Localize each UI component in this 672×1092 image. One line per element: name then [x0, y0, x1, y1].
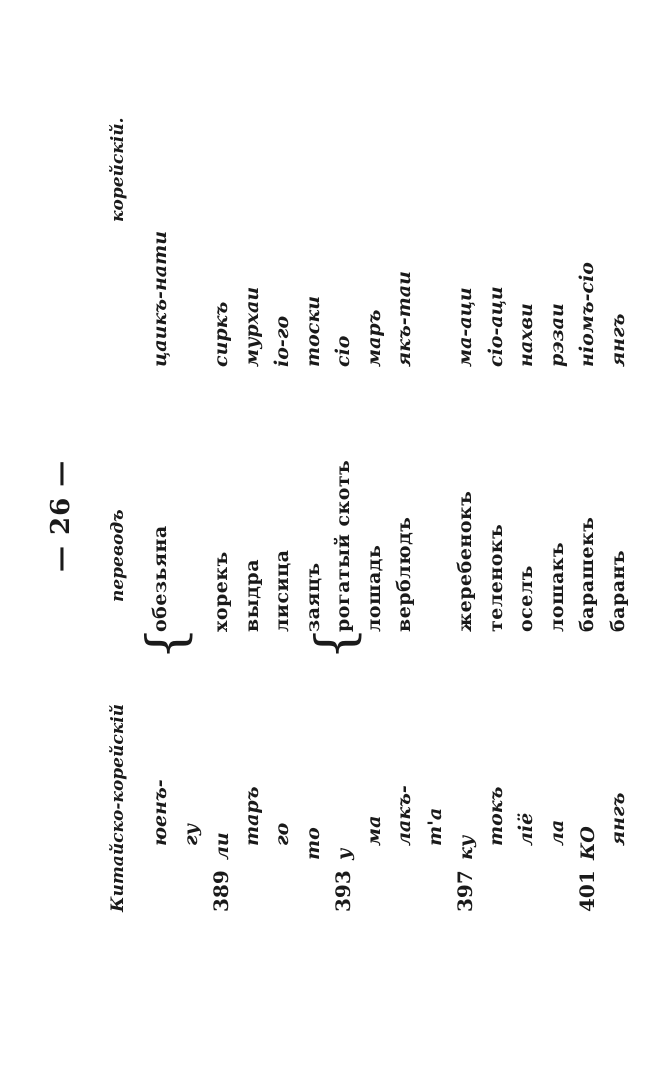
korean-word: [176, 231, 207, 367]
chinese-korean-word: гу: [179, 823, 202, 846]
translation-word: баранъ: [606, 549, 629, 632]
translation-word: лошадь: [362, 544, 385, 632]
header-chinese-korean: Китайско-корейскій: [108, 703, 128, 912]
row-chinese-korean: [511, 779, 542, 912]
row-chinese-korean: [237, 779, 268, 912]
entry-number: 397: [453, 870, 477, 912]
translation-word: заяцъ: [301, 562, 324, 632]
chinese-korean-word: юенъ-: [149, 779, 171, 846]
row-chinese-korean: [420, 779, 451, 912]
translation-word: хорекъ: [210, 551, 232, 632]
row-chinese-korean: [481, 779, 512, 912]
korean-word: нахви: [515, 303, 537, 367]
korean-word: янгъ: [606, 313, 629, 367]
chinese-korean-word: го: [271, 822, 293, 846]
chinese-korean-word: таръ: [240, 786, 263, 846]
korean-word: якъ-таи: [393, 271, 415, 367]
translation-word: лошакъ: [545, 541, 568, 632]
row-chinese-korean: [206, 779, 237, 912]
chinese-korean-word: ли: [211, 832, 233, 860]
chinese-korean-word: токъ: [484, 786, 507, 846]
translation-word: выдра: [240, 558, 263, 632]
row-chinese-korean: [389, 779, 420, 912]
page-number: — 26 —: [46, 459, 76, 572]
row-chinese-korean: [298, 779, 329, 912]
korean-word: іо-го: [271, 315, 293, 367]
chinese-korean-word: ма: [362, 815, 385, 846]
translation-word: оселъ: [515, 565, 537, 632]
korean-word: сіо-аци: [484, 286, 507, 367]
chinese-korean-word: янгъ: [606, 792, 629, 846]
korean-word: сіо: [332, 335, 354, 367]
translation-word: [420, 460, 451, 632]
row-chinese-korean: [450, 779, 481, 912]
row-chinese-korean: [145, 779, 176, 912]
translation-word: барашекъ: [576, 516, 598, 632]
translation-word: теленокъ: [484, 523, 507, 632]
translation-word: жеребенокъ: [454, 490, 476, 632]
translation-word: обезьяна: [149, 525, 171, 632]
korean-word: [420, 231, 451, 367]
entry-number: 389: [209, 870, 233, 912]
chinese-korean-word: то: [301, 827, 324, 860]
translation-word: лисица: [271, 549, 293, 632]
entry-number: 393: [331, 870, 355, 912]
translation-word: верблюдъ: [393, 516, 415, 632]
column-korean: [145, 231, 633, 367]
korean-word: цаикъ-нати: [149, 230, 171, 367]
korean-word: рэзаи: [545, 303, 568, 367]
entry-number: 401: [575, 870, 599, 912]
korean-word: нiомъ-сіо: [576, 262, 598, 367]
row-chinese-korean: [176, 779, 207, 912]
brace-verblyud: {: [306, 626, 366, 660]
row-chinese-korean: [359, 779, 390, 912]
korean-word: мурхаи: [240, 286, 263, 367]
chinese-korean-word: у: [333, 848, 355, 860]
row-chinese-korean: [603, 779, 634, 912]
brace-obezyana: {: [137, 626, 197, 660]
chinese-korean-word: КО: [577, 826, 599, 860]
row-chinese-korean: [572, 779, 603, 912]
korean-word: маръ: [362, 309, 385, 367]
row-chinese-korean: [328, 779, 359, 912]
header-korean: корейскій.: [108, 117, 128, 222]
column-chinese-korean: [145, 779, 633, 912]
chinese-korean-word: лакъ-: [393, 785, 415, 846]
row-chinese-korean: [267, 779, 298, 912]
translation-word: [176, 460, 207, 632]
chinese-korean-word: т'а: [423, 807, 446, 846]
chinese-korean-word: ку: [455, 835, 477, 860]
row-chinese-korean: [542, 779, 573, 912]
korean-word: тоски: [301, 295, 324, 367]
header-translation: переводъ: [108, 509, 128, 602]
chinese-korean-word: лiё: [515, 812, 537, 846]
column-translation: [145, 460, 633, 632]
korean-word: ма-аци: [454, 287, 476, 367]
korean-word: сиркъ: [210, 301, 232, 367]
chinese-korean-word: ла: [545, 819, 568, 846]
translation-word: рогатый скотъ: [332, 459, 354, 632]
